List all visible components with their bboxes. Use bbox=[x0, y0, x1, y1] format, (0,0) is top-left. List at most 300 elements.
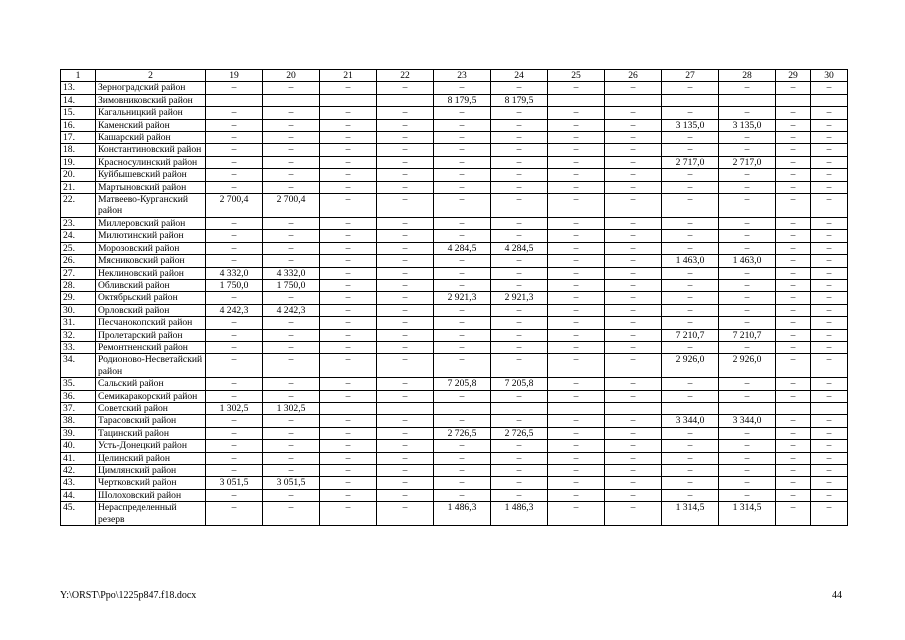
value-cell: – bbox=[605, 390, 662, 402]
value-cell: 2 921,3 bbox=[434, 292, 491, 304]
table-row bbox=[61, 415, 848, 427]
value-cell: 1 750,0 bbox=[263, 279, 320, 291]
value-cell: – bbox=[776, 230, 811, 242]
value-cell: – bbox=[548, 427, 605, 439]
value-cell: – bbox=[491, 144, 548, 156]
row-number: 42. bbox=[61, 465, 96, 477]
table-row bbox=[61, 489, 848, 501]
value-cell: – bbox=[811, 452, 848, 464]
value-cell: – bbox=[662, 465, 719, 477]
value-cell: – bbox=[811, 317, 848, 329]
value-cell: – bbox=[491, 217, 548, 229]
table-row bbox=[61, 452, 848, 464]
value-cell: – bbox=[776, 390, 811, 402]
value-cell: – bbox=[662, 169, 719, 181]
value-cell: – bbox=[719, 181, 776, 193]
value-cell: – bbox=[320, 427, 377, 439]
value-cell: – bbox=[811, 144, 848, 156]
value-cell: – bbox=[605, 267, 662, 279]
table-row bbox=[61, 132, 848, 144]
value-cell: – bbox=[377, 279, 434, 291]
value-cell: – bbox=[719, 317, 776, 329]
table-row bbox=[61, 465, 848, 477]
header-cell: 22 bbox=[377, 70, 434, 82]
value-cell: – bbox=[434, 489, 491, 501]
value-cell: – bbox=[719, 194, 776, 218]
value-cell: – bbox=[377, 119, 434, 131]
value-cell: – bbox=[776, 82, 811, 94]
value-cell: – bbox=[263, 489, 320, 501]
value-cell: 8 179,5 bbox=[434, 94, 491, 106]
header-cell: 28 bbox=[719, 70, 776, 82]
table-row bbox=[61, 94, 848, 106]
district-name: Милютинский район bbox=[96, 230, 206, 242]
value-cell: 8 179,5 bbox=[491, 94, 548, 106]
value-cell: – bbox=[377, 181, 434, 193]
value-cell: – bbox=[206, 341, 263, 353]
value-cell: – bbox=[811, 181, 848, 193]
value-cell: – bbox=[206, 427, 263, 439]
value-cell: – bbox=[434, 169, 491, 181]
table-row bbox=[61, 82, 848, 94]
header-cell: 27 bbox=[662, 70, 719, 82]
value-cell bbox=[776, 402, 811, 414]
value-cell: – bbox=[320, 267, 377, 279]
value-cell: – bbox=[811, 132, 848, 144]
district-name: Ремонтненский район bbox=[96, 341, 206, 353]
row-number: 36. bbox=[61, 390, 96, 402]
value-cell: – bbox=[605, 255, 662, 267]
value-cell: – bbox=[548, 267, 605, 279]
value-cell: – bbox=[719, 341, 776, 353]
value-cell: – bbox=[434, 107, 491, 119]
value-cell bbox=[377, 94, 434, 106]
value-cell: – bbox=[434, 181, 491, 193]
value-cell: – bbox=[377, 477, 434, 489]
value-cell: – bbox=[605, 230, 662, 242]
value-cell: – bbox=[811, 341, 848, 353]
value-cell: – bbox=[776, 452, 811, 464]
row-number: 17. bbox=[61, 132, 96, 144]
value-cell: – bbox=[377, 427, 434, 439]
value-cell: – bbox=[811, 415, 848, 427]
value-cell: – bbox=[811, 230, 848, 242]
value-cell: 2 700,4 bbox=[263, 194, 320, 218]
value-cell: – bbox=[662, 341, 719, 353]
value-cell: – bbox=[548, 194, 605, 218]
row-number: 16. bbox=[61, 119, 96, 131]
value-cell: – bbox=[206, 169, 263, 181]
value-cell: – bbox=[206, 329, 263, 341]
table-row bbox=[61, 242, 848, 254]
value-cell: 3 051,5 bbox=[206, 477, 263, 489]
value-cell: – bbox=[776, 489, 811, 501]
value-cell: – bbox=[206, 255, 263, 267]
value-cell: – bbox=[377, 317, 434, 329]
value-cell: – bbox=[548, 502, 605, 526]
value-cell: – bbox=[811, 477, 848, 489]
row-number: 32. bbox=[61, 329, 96, 341]
value-cell bbox=[719, 402, 776, 414]
district-name: Тарасовский район bbox=[96, 415, 206, 427]
value-cell: – bbox=[548, 255, 605, 267]
value-cell: – bbox=[206, 502, 263, 526]
value-cell: – bbox=[320, 489, 377, 501]
value-cell: – bbox=[776, 119, 811, 131]
value-cell: – bbox=[719, 440, 776, 452]
value-cell: – bbox=[719, 304, 776, 316]
value-cell: 4 332,0 bbox=[206, 267, 263, 279]
value-cell: 2 726,5 bbox=[434, 427, 491, 439]
value-cell: – bbox=[719, 230, 776, 242]
row-number: 20. bbox=[61, 169, 96, 181]
value-cell: – bbox=[776, 242, 811, 254]
value-cell: 1 314,5 bbox=[719, 502, 776, 526]
value-cell: – bbox=[662, 107, 719, 119]
district-name: Пролетарский район bbox=[96, 329, 206, 341]
district-name: Матвеево-Курганский район bbox=[96, 194, 206, 218]
district-name: Неклиновский район bbox=[96, 267, 206, 279]
value-cell: 3 344,0 bbox=[719, 415, 776, 427]
value-cell: – bbox=[548, 390, 605, 402]
value-cell: – bbox=[719, 279, 776, 291]
value-cell: – bbox=[377, 354, 434, 378]
value-cell: – bbox=[776, 169, 811, 181]
row-number: 43. bbox=[61, 477, 96, 489]
value-cell: – bbox=[491, 194, 548, 218]
value-cell: – bbox=[776, 292, 811, 304]
value-cell: – bbox=[605, 119, 662, 131]
row-number: 26. bbox=[61, 255, 96, 267]
value-cell: 2 700,4 bbox=[206, 194, 263, 218]
value-cell: – bbox=[605, 378, 662, 390]
table-row bbox=[61, 194, 848, 218]
value-cell: 2 717,0 bbox=[662, 156, 719, 168]
value-cell: – bbox=[811, 427, 848, 439]
district-name: Орловский район bbox=[96, 304, 206, 316]
value-cell: – bbox=[662, 82, 719, 94]
value-cell: – bbox=[662, 279, 719, 291]
header-cell: 29 bbox=[776, 70, 811, 82]
value-cell bbox=[206, 94, 263, 106]
value-cell: – bbox=[548, 242, 605, 254]
value-cell: – bbox=[811, 378, 848, 390]
district-name: Миллеровский район bbox=[96, 217, 206, 229]
value-cell: 2 717,0 bbox=[719, 156, 776, 168]
value-cell: – bbox=[662, 440, 719, 452]
header-cell: 21 bbox=[320, 70, 377, 82]
value-cell: – bbox=[434, 144, 491, 156]
value-cell: – bbox=[605, 82, 662, 94]
value-cell: – bbox=[377, 82, 434, 94]
value-cell: – bbox=[491, 390, 548, 402]
row-number: 13. bbox=[61, 82, 96, 94]
value-cell: – bbox=[811, 242, 848, 254]
value-cell: 2 921,3 bbox=[491, 292, 548, 304]
value-cell: – bbox=[548, 341, 605, 353]
value-cell: – bbox=[320, 169, 377, 181]
value-cell: – bbox=[206, 354, 263, 378]
value-cell: – bbox=[491, 132, 548, 144]
table-row bbox=[61, 477, 848, 489]
value-cell: 1 486,3 bbox=[491, 502, 548, 526]
value-cell: – bbox=[491, 107, 548, 119]
value-cell: – bbox=[320, 465, 377, 477]
value-cell: 7 210,7 bbox=[662, 329, 719, 341]
value-cell: – bbox=[263, 378, 320, 390]
table-row bbox=[61, 502, 848, 526]
value-cell: – bbox=[434, 354, 491, 378]
table-row bbox=[61, 230, 848, 242]
value-cell: – bbox=[548, 156, 605, 168]
value-cell: – bbox=[811, 107, 848, 119]
value-cell: – bbox=[811, 255, 848, 267]
value-cell: – bbox=[263, 242, 320, 254]
value-cell: – bbox=[776, 415, 811, 427]
value-cell: – bbox=[263, 465, 320, 477]
value-cell: – bbox=[776, 378, 811, 390]
value-cell: – bbox=[548, 415, 605, 427]
value-cell: – bbox=[206, 390, 263, 402]
row-number: 40. bbox=[61, 440, 96, 452]
value-cell: – bbox=[605, 440, 662, 452]
value-cell: – bbox=[377, 378, 434, 390]
value-cell: 1 463,0 bbox=[719, 255, 776, 267]
value-cell: – bbox=[263, 354, 320, 378]
value-cell: – bbox=[776, 156, 811, 168]
value-cell: – bbox=[548, 107, 605, 119]
district-name: Шолоховский район bbox=[96, 489, 206, 501]
value-cell: – bbox=[491, 181, 548, 193]
value-cell: – bbox=[320, 354, 377, 378]
value-cell: – bbox=[548, 217, 605, 229]
value-cell: – bbox=[605, 194, 662, 218]
value-cell: 4 332,0 bbox=[263, 267, 320, 279]
value-cell: – bbox=[662, 267, 719, 279]
district-name: Кагальницкий район bbox=[96, 107, 206, 119]
value-cell bbox=[491, 402, 548, 414]
value-cell bbox=[263, 94, 320, 106]
value-cell: – bbox=[320, 477, 377, 489]
value-cell: – bbox=[377, 329, 434, 341]
value-cell: – bbox=[662, 181, 719, 193]
value-cell: – bbox=[434, 230, 491, 242]
value-cell: – bbox=[548, 119, 605, 131]
value-cell: 2 726,5 bbox=[491, 427, 548, 439]
district-name: Красносулинский район bbox=[96, 156, 206, 168]
row-number: 41. bbox=[61, 452, 96, 464]
district-name: Целинский район bbox=[96, 452, 206, 464]
row-number: 31. bbox=[61, 317, 96, 329]
value-cell: – bbox=[662, 132, 719, 144]
header-cell: 25 bbox=[548, 70, 605, 82]
table-row bbox=[61, 304, 848, 316]
value-cell: – bbox=[377, 304, 434, 316]
value-cell: – bbox=[548, 354, 605, 378]
value-cell: – bbox=[548, 132, 605, 144]
value-cell: – bbox=[605, 242, 662, 254]
value-cell: – bbox=[776, 341, 811, 353]
value-cell: – bbox=[662, 317, 719, 329]
value-cell: – bbox=[605, 144, 662, 156]
value-cell: – bbox=[434, 119, 491, 131]
header-cell: 24 bbox=[491, 70, 548, 82]
value-cell: – bbox=[605, 465, 662, 477]
value-cell: – bbox=[320, 230, 377, 242]
value-cell: – bbox=[605, 341, 662, 353]
value-cell: – bbox=[320, 279, 377, 291]
value-cell: – bbox=[605, 415, 662, 427]
value-cell: – bbox=[491, 354, 548, 378]
value-cell: – bbox=[491, 489, 548, 501]
value-cell: – bbox=[491, 230, 548, 242]
value-cell: – bbox=[662, 242, 719, 254]
value-cell: – bbox=[377, 292, 434, 304]
value-cell: – bbox=[548, 329, 605, 341]
value-cell: 1 302,5 bbox=[206, 402, 263, 414]
value-cell: – bbox=[548, 230, 605, 242]
value-cell: – bbox=[811, 329, 848, 341]
value-cell: – bbox=[434, 217, 491, 229]
value-cell: – bbox=[377, 440, 434, 452]
value-cell: – bbox=[719, 390, 776, 402]
value-cell: – bbox=[605, 477, 662, 489]
district-name: Семикаракорский район bbox=[96, 390, 206, 402]
value-cell: – bbox=[811, 502, 848, 526]
value-cell: – bbox=[719, 378, 776, 390]
value-cell: – bbox=[605, 452, 662, 464]
value-cell: – bbox=[434, 415, 491, 427]
value-cell: – bbox=[320, 144, 377, 156]
row-number: 19. bbox=[61, 156, 96, 168]
district-name: Обливский район bbox=[96, 279, 206, 291]
page-number: 44 bbox=[832, 590, 842, 601]
value-cell: – bbox=[491, 465, 548, 477]
value-cell: – bbox=[320, 217, 377, 229]
value-cell: – bbox=[377, 502, 434, 526]
table-row bbox=[61, 217, 848, 229]
value-cell: – bbox=[434, 452, 491, 464]
value-cell: – bbox=[320, 107, 377, 119]
value-cell: – bbox=[811, 279, 848, 291]
value-cell: – bbox=[719, 144, 776, 156]
value-cell: – bbox=[320, 415, 377, 427]
value-cell: – bbox=[206, 378, 263, 390]
value-cell: – bbox=[776, 477, 811, 489]
value-cell: – bbox=[263, 181, 320, 193]
value-cell: – bbox=[206, 292, 263, 304]
value-cell: – bbox=[263, 390, 320, 402]
value-cell: – bbox=[548, 452, 605, 464]
value-cell: – bbox=[206, 465, 263, 477]
value-cell: – bbox=[377, 489, 434, 501]
value-cell: – bbox=[605, 489, 662, 501]
value-cell: – bbox=[320, 304, 377, 316]
value-cell: – bbox=[320, 440, 377, 452]
value-cell: – bbox=[206, 119, 263, 131]
district-name: Константиновский район bbox=[96, 144, 206, 156]
value-cell: – bbox=[206, 489, 263, 501]
value-cell: – bbox=[434, 82, 491, 94]
value-cell: – bbox=[491, 341, 548, 353]
value-cell: – bbox=[776, 267, 811, 279]
value-cell: – bbox=[811, 354, 848, 378]
value-cell: – bbox=[605, 354, 662, 378]
value-cell: – bbox=[377, 144, 434, 156]
value-cell: – bbox=[434, 267, 491, 279]
district-name: Морозовский район bbox=[96, 242, 206, 254]
value-cell: – bbox=[320, 194, 377, 218]
value-cell: – bbox=[377, 169, 434, 181]
value-cell: – bbox=[320, 132, 377, 144]
value-cell: 4 242,3 bbox=[206, 304, 263, 316]
row-number: 21. bbox=[61, 181, 96, 193]
value-cell: – bbox=[605, 317, 662, 329]
header-cell: 19 bbox=[206, 70, 263, 82]
value-cell: – bbox=[434, 329, 491, 341]
table-row bbox=[61, 169, 848, 181]
value-cell: – bbox=[263, 169, 320, 181]
district-name: Мясниковский район bbox=[96, 255, 206, 267]
value-cell: – bbox=[548, 477, 605, 489]
value-cell: – bbox=[320, 181, 377, 193]
value-cell: – bbox=[320, 317, 377, 329]
value-cell: – bbox=[548, 181, 605, 193]
table-row bbox=[61, 267, 848, 279]
value-cell: – bbox=[263, 452, 320, 464]
value-cell: – bbox=[605, 169, 662, 181]
value-cell: – bbox=[434, 317, 491, 329]
district-name: Октябрьский район bbox=[96, 292, 206, 304]
district-name: Зимовниковский район bbox=[96, 94, 206, 106]
value-cell: – bbox=[320, 292, 377, 304]
value-cell: 2 926,0 bbox=[719, 354, 776, 378]
district-name: Родионово-Несветайский район bbox=[96, 354, 206, 378]
table-row bbox=[61, 329, 848, 341]
value-cell: – bbox=[320, 156, 377, 168]
value-cell: – bbox=[776, 255, 811, 267]
value-cell: – bbox=[719, 267, 776, 279]
value-cell: 1 750,0 bbox=[206, 279, 263, 291]
value-cell: – bbox=[263, 292, 320, 304]
value-cell bbox=[811, 402, 848, 414]
value-cell: – bbox=[206, 181, 263, 193]
row-number: 35. bbox=[61, 378, 96, 390]
value-cell: – bbox=[719, 217, 776, 229]
value-cell: – bbox=[434, 440, 491, 452]
value-cell: – bbox=[206, 242, 263, 254]
value-cell: – bbox=[811, 119, 848, 131]
value-cell bbox=[548, 94, 605, 106]
value-cell: – bbox=[811, 489, 848, 501]
value-cell: – bbox=[206, 230, 263, 242]
value-cell: – bbox=[719, 292, 776, 304]
value-cell: – bbox=[548, 378, 605, 390]
value-cell: – bbox=[605, 304, 662, 316]
value-cell: – bbox=[776, 440, 811, 452]
value-cell: – bbox=[377, 194, 434, 218]
value-cell: – bbox=[605, 329, 662, 341]
row-number: 44. bbox=[61, 489, 96, 501]
document-path: Y:\ORST\Ppo\1225p847.f18.docx bbox=[60, 590, 197, 601]
value-cell: – bbox=[491, 169, 548, 181]
value-cell: – bbox=[811, 292, 848, 304]
value-cell bbox=[605, 402, 662, 414]
value-cell: – bbox=[548, 304, 605, 316]
value-cell: – bbox=[263, 502, 320, 526]
value-cell: – bbox=[811, 304, 848, 316]
value-cell: – bbox=[320, 378, 377, 390]
